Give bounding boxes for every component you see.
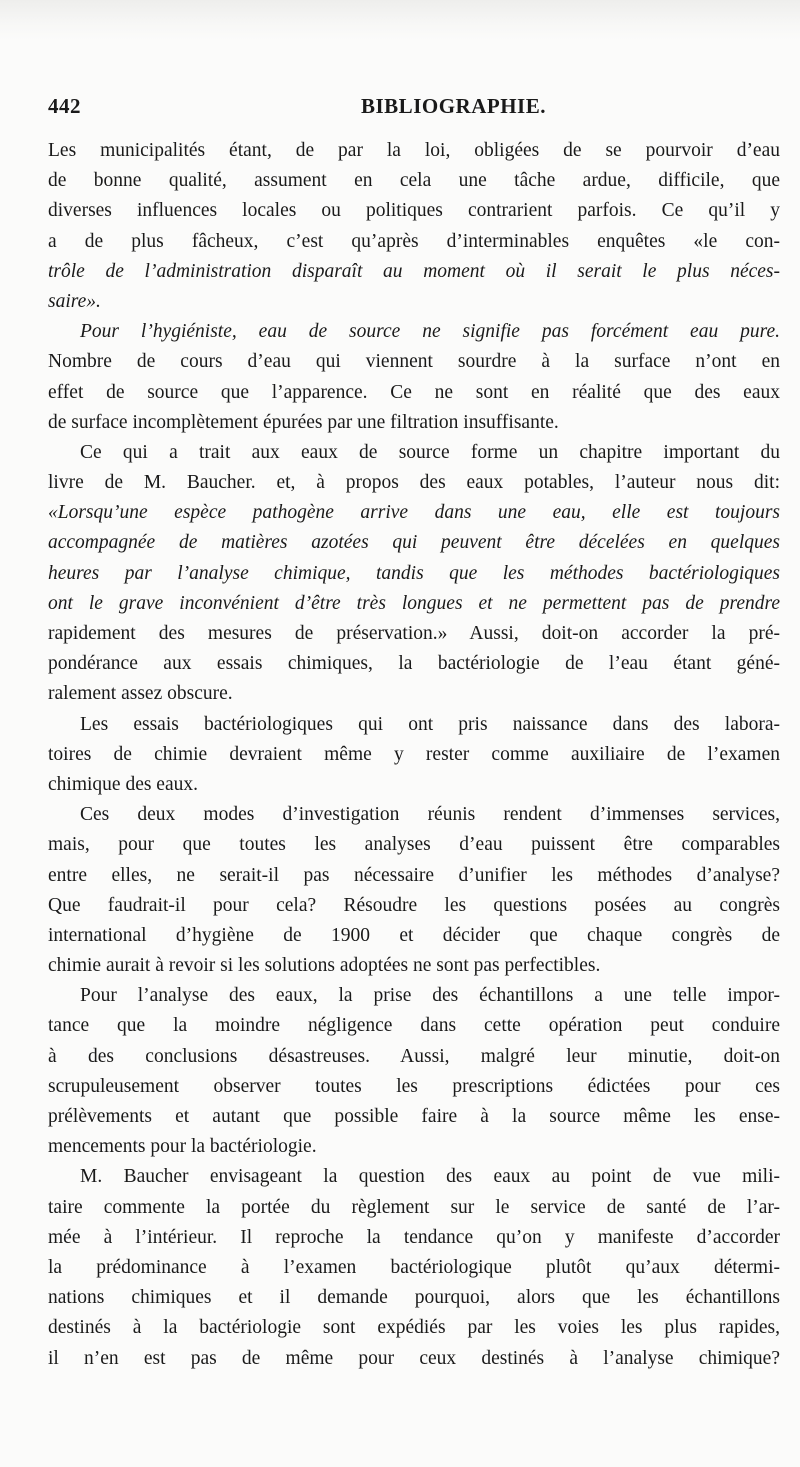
text-line: mencements pour la bactériologie. — [48, 1136, 317, 1158]
text-line: Pour l’hygiéniste, eau de source ne signifie pas forcément eau pure. — [80, 321, 780, 343]
page-header — [48, 94, 770, 124]
text-line: chimie aurait à revoir si les solutions adoptées ne sont pas perfectibles. — [48, 955, 601, 977]
text-line: effet de source que l’apparence. Ce ne sont en réalité que des eaux — [48, 381, 780, 403]
text-line: toires de chimie devraient même y rester comme auxiliaire de l’examen — [48, 743, 780, 765]
text-line: Que faudrait-il pour cela? Résoudre les questions posées au congrès — [48, 894, 780, 916]
text-line: scrupuleusement observer toutes les prescriptions édictées pour ces — [48, 1075, 780, 1097]
text-line: Ces deux modes d’investigation réunis rendent d’immenses services, — [80, 804, 780, 826]
text-line: entre elles, ne serait-il pas nécessaire d’unifier les méthodes d’analyse? — [48, 864, 780, 886]
text-line: saire». — [48, 290, 101, 312]
text-line: Les essais bactériologiques qui ont pris naissance dans des labora- — [80, 713, 780, 735]
text-line: tance que la moindre négligence dans cette opération peut conduire — [48, 1015, 780, 1037]
text-line: ralement assez obscure. — [48, 683, 233, 705]
text-line: livre de M. Baucher. et, à propos des eaux potables, l’auteur nous dit: — [48, 472, 780, 494]
text-line: heures par l’analyse chimique, tandis que les méthodes bactériologiques — [48, 562, 780, 584]
text-line: de surface incomplètement épurées par une filtration insuffisante. — [48, 411, 559, 433]
text-line: pondérance aux essais chimiques, la bactériologie de l’eau étant géné- — [48, 653, 780, 675]
running-title: BIBLIOGRAPHIE. — [361, 94, 546, 118]
text-line: M. Baucher envisageant la question des eaux au point de vue mili- — [80, 1166, 780, 1188]
text-line: chimique des eaux. — [48, 773, 198, 795]
text-line: nations chimiques et il demande pourquoi, alors que les échantillons — [48, 1287, 780, 1309]
text-line: rapidement des mesures de préservation.» Aussi, doit-on accorder la pré- — [48, 623, 780, 644]
text-line: diverses influences locales ou politiques contrarient parfois. Ce qu’il y — [48, 200, 780, 222]
text-line: la prédominance à l’examen bactériologique plutôt qu’aux détermi- — [48, 1256, 780, 1278]
text-line: accompagnée de matières azotées qui peuvent être décelées en quelques — [48, 532, 780, 554]
text-line: international d’hygiène de 1900 et décider que chaque congrès de — [48, 924, 780, 946]
text-line: ont le grave inconvénient d’être très longues et ne permettent pas de prendre — [48, 592, 780, 614]
text-line: Nombre de cours d’eau qui viennent sourdre à la surface n’ont en — [48, 351, 780, 373]
text-line: mée à l’intérieur. Il reproche la tendance qu’on y manifeste d’accorder — [48, 1226, 780, 1248]
text-line: a de plus fâcheux, c’est qu’après d’interminables enquêtes «le con- — [48, 230, 780, 252]
body-text — [48, 136, 780, 1374]
text-line: Pour l’analyse des eaux, la prise des échantillons a une telle impor- — [80, 985, 780, 1007]
text-line: à des conclusions désastreuses. Aussi, malgré leur minutie, doit-on — [48, 1045, 780, 1067]
text-line: mais, pour que toutes les analyses d’eau puissent être comparables — [48, 834, 780, 856]
text-line: de bonne qualité, assument en cela une tâche ardue, difficile, que — [48, 170, 780, 192]
text-line: destinés à la bactériologie sont expédiés par les voies les plus rapides, — [48, 1317, 780, 1339]
text-line: prélèvements et autant que possible faire à la source même les ense- — [48, 1106, 780, 1127]
text-line: trôle de l’administration disparaît au moment où il serait le plus néces- — [48, 260, 780, 282]
text-line: taire commente la portée du règlement sur le service de santé de l’ar- — [48, 1196, 780, 1218]
text-line: Les municipalités étant, de par la loi, obligées de se pourvoir d’eau — [48, 140, 780, 161]
scan-shadow — [0, 0, 800, 40]
text-line: «Lorsqu’une espèce pathogène arrive dans une eau, elle est toujours — [48, 502, 780, 524]
page-number: 442 — [48, 94, 81, 118]
text-line: il n’en est pas de même pour ceux destinés à l’analyse chimique? — [48, 1347, 780, 1369]
text-line: Ce qui a trait aux eaux de source forme un chapitre important du — [80, 441, 780, 463]
